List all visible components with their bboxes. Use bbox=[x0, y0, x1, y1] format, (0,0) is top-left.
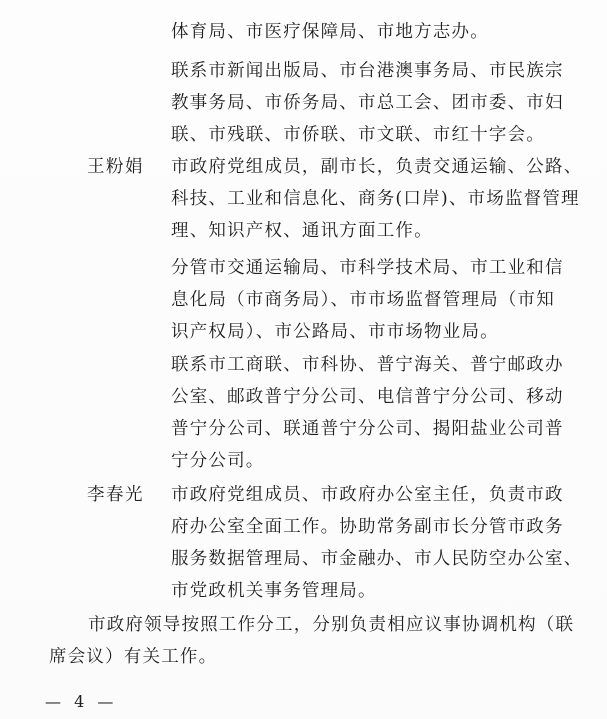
official-name: 王粉娟 bbox=[87, 157, 144, 177]
text-line: 联系市工商联、市科协、普宁海关、普宁邮政办 bbox=[171, 355, 564, 375]
text-line: 席会议）有关工作。 bbox=[49, 647, 218, 667]
text-line: 市政府党组成员、市政府办公室主任，负责市政 bbox=[171, 485, 564, 505]
official-name: 李春光 bbox=[87, 485, 144, 505]
text-line: 息化局（市商务局）、市市场监督管理局（市知 bbox=[171, 290, 555, 310]
text-line: 市政府党组成员，副市长，负责交通运输、公路、 bbox=[171, 157, 583, 177]
text-line: 府办公室全面工作。协助常务副市长分管市政务 bbox=[171, 517, 564, 537]
page-number: — 4 — bbox=[45, 692, 118, 711]
text-line: 识产权局）、市公路局、市市场物业局。 bbox=[171, 322, 499, 342]
text-line: 市政府领导按照工作分工，分别负责相应议事协调机构（联 bbox=[88, 615, 575, 635]
text-line: 服务数据管理局、市金融办、市人民防空办公室、 bbox=[171, 549, 583, 569]
text-line: 科技、工业和信息化、商务(口岸)、市场监督管理 bbox=[171, 189, 580, 209]
text-line: 联系市新闻出版局、市台港澳事务局、市民族宗 bbox=[171, 61, 564, 81]
text-line: 公室、邮政普宁分公司、电信普宁分公司、移动 bbox=[171, 387, 564, 407]
text-line: 普宁分公司、联通普宁分公司、揭阳盐业公司普 bbox=[171, 419, 564, 439]
text-line: 理、知识产权、通讯方面工作。 bbox=[171, 221, 433, 241]
text-line: 体育局、市医疗保障局、市地方志办。 bbox=[171, 22, 489, 42]
text-line: 联、市残联、市侨联、市文联、市红十字会。 bbox=[171, 125, 545, 145]
text-line: 教事务局、市侨务局、市总工会、团市委、市妇 bbox=[171, 93, 564, 113]
text-line: 分管市交通运输局、市科学技术局、市工业和信 bbox=[171, 258, 564, 278]
text-line: 市党政机关事务管理局。 bbox=[171, 581, 377, 601]
text-line: 宁分公司。 bbox=[171, 451, 265, 471]
